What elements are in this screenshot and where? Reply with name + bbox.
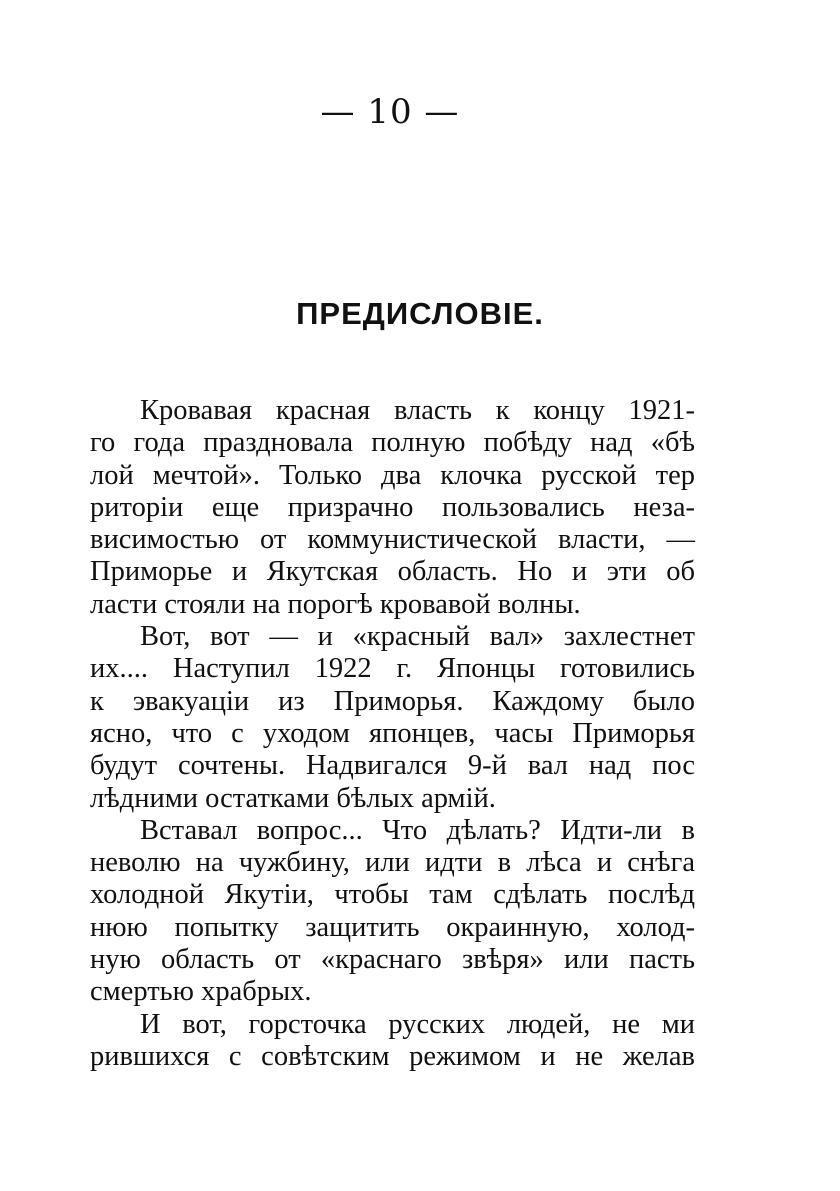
chapter-heading: ПРЕДИСЛОВІЕ. <box>296 296 544 331</box>
text-line: их.... Наступил 1922 г. Японцы готовились <box>90 653 695 685</box>
text-line: ясно, что с уходом японцев, часы Приморья <box>90 717 695 749</box>
text-line: Кровавая красная власть к концу 1921- <box>140 395 695 426</box>
text-line: рившихся с совѣтским режимом и не желав <box>90 1040 695 1072</box>
text-line: лѣдними остатками бѣлых армій. <box>90 782 496 814</box>
text-line: висимостью от коммунистической власти, — <box>90 524 695 556</box>
text-line: Приморье и Якутская область. Но и эти об <box>90 556 695 588</box>
text-line: нюю попытку защитить окраинную, холод- <box>90 911 695 943</box>
text-line: лой мечтой». Только два клочка русской тер <box>90 459 695 491</box>
text-line: к эвакуаціи из Приморья. Каждому было <box>90 685 695 717</box>
text-line: Вот, вот — и «красный вал» захлестнет <box>140 621 695 653</box>
body-text <box>90 395 695 1073</box>
text-line: Вставал вопрос... Что дѣлать? Идти-ли в <box>140 814 695 846</box>
text-line: ласти стояли на порогѣ кровавой волны. <box>90 588 581 620</box>
text-line: холодной Якутіи, чтобы там сдѣлать послѣд <box>90 879 695 911</box>
text-line: ную область от «краснаго звѣря» или пасть <box>90 944 695 976</box>
page-number: — 10 — <box>320 92 460 132</box>
text-line: И вот, горсточка русских людей, не ми <box>140 1008 695 1040</box>
text-line: го года праздновала полную побѣду над «бѣ <box>90 427 695 459</box>
text-line: риторіи еще призрачно пользовались неза- <box>90 491 695 523</box>
text-line: неволю на чужбину, или идти в лѣса и снѣга <box>90 847 695 879</box>
text-line: будут сочтены. Надвигался 9-й вал над пос <box>90 750 695 782</box>
text-line: смертью храбрых. <box>90 976 312 1008</box>
